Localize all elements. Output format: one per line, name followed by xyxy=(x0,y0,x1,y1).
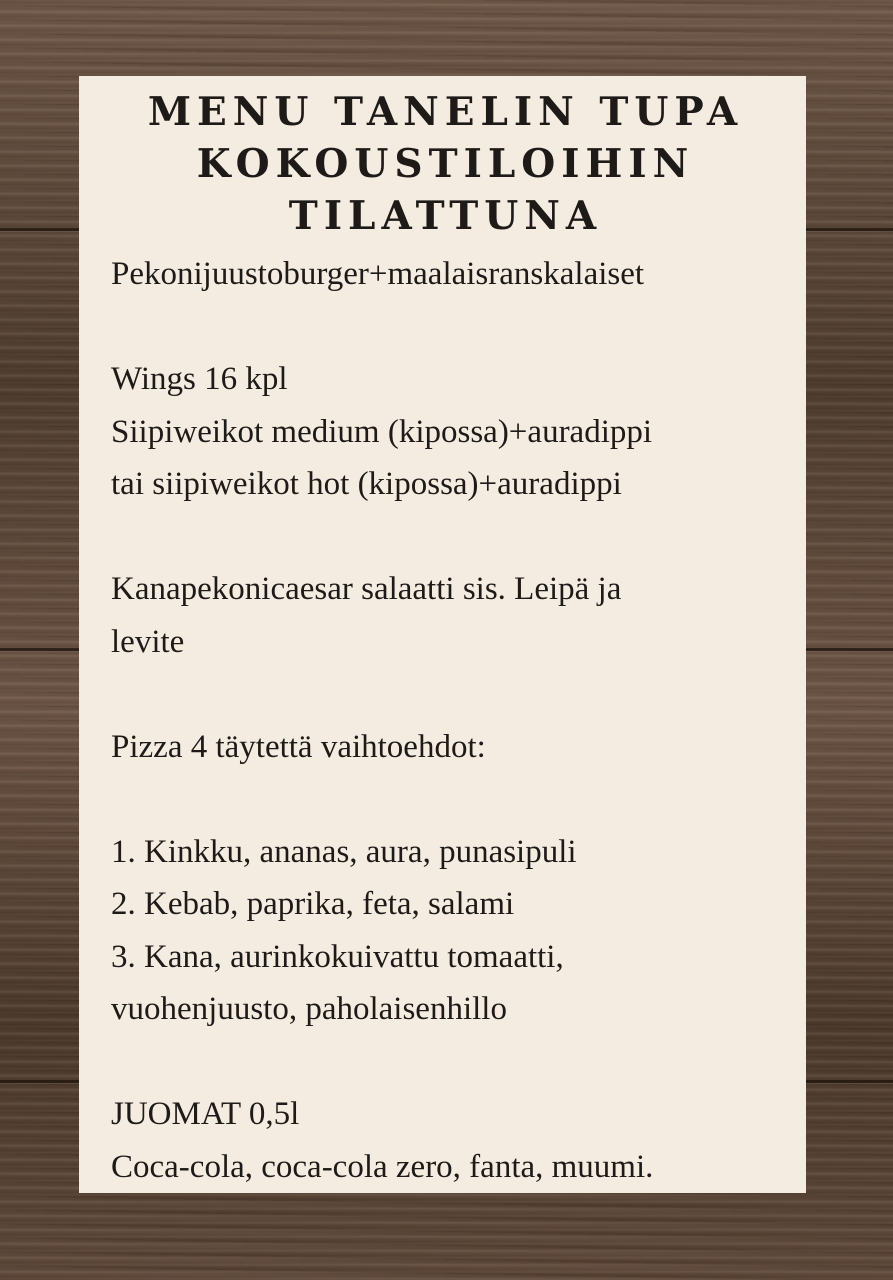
menu-title xyxy=(111,86,806,242)
spacer xyxy=(111,1036,806,1089)
menu-title-line: TILATTUNA xyxy=(288,193,603,239)
wings-option-hot: tai siipiweikot hot (kipossa)+auradippi xyxy=(111,466,622,502)
spacer xyxy=(111,773,806,826)
wings-option-medium: Siipiweikot medium (kipossa)+auradippi xyxy=(111,413,653,450)
pizza-heading: Pizza 4 täytettä vaihtoehdot: xyxy=(111,728,486,765)
spacer xyxy=(111,511,806,564)
drinks-heading: JUOMAT 0,5l xyxy=(111,1096,300,1132)
spacer xyxy=(111,668,806,721)
menu-title-line: MENU TANELIN TUPA xyxy=(147,89,744,135)
pizza-option-3-line-1: 3. Kana, aurinkokuivattu tomaatti, xyxy=(111,938,564,975)
wings-heading: Wings 16 kpl xyxy=(111,361,288,397)
menu-item-burger: Pekonijuustoburger+maalaisranskalaiset xyxy=(111,256,645,292)
salad-line-2: levite xyxy=(111,623,185,660)
pizza-option-2: 2. Kebab, paprika, feta, salami xyxy=(111,886,515,922)
spacer xyxy=(111,301,806,354)
pizza-option-3-line-2: vuohenjuusto, paholaisenhillo xyxy=(111,991,507,1027)
menu-card xyxy=(79,76,806,1193)
pizza-option-1: 1. Kinkku, ananas, aura, punasipuli xyxy=(111,833,577,870)
salad-line-1: Kanapekonicaesar salaatti sis. Leipä ja xyxy=(111,571,622,607)
menu-title-line: KOKOUSTILOIHIN xyxy=(196,141,695,187)
drinks-list: Coca-cola, coca-cola zero, fanta, muumi. xyxy=(111,1148,654,1185)
